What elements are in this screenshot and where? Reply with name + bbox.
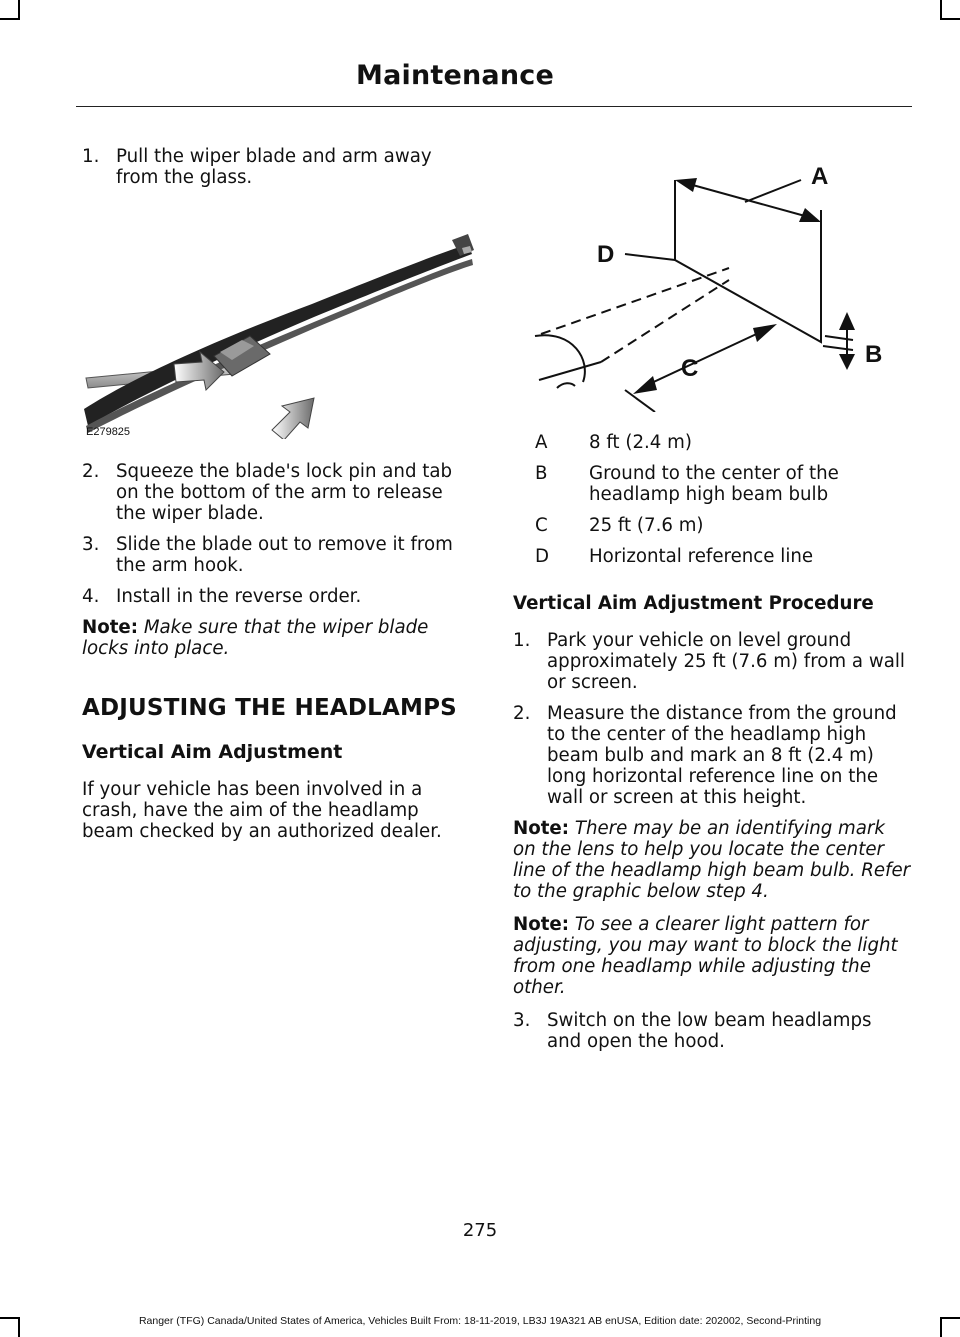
step-text: Install in the reverse order. [116, 586, 362, 607]
step-number: 1. [513, 630, 531, 651]
left-column [82, 146, 474, 852]
procedure-step-2 [513, 703, 911, 808]
right-column [513, 150, 911, 1062]
legend-key: B [535, 463, 548, 484]
note-label: Note: [513, 818, 570, 839]
headlamp-aim-figure [513, 150, 911, 412]
wiper-blade [84, 234, 474, 433]
legend-value: 8 ft (2.4 m) [589, 432, 692, 453]
procedure-heading: Vertical Aim Adjustment Procedure [513, 593, 874, 614]
beam-lower [601, 280, 729, 362]
dimension-b-arrow [839, 312, 855, 370]
note-text: There may be an identifying mark on the lens to help you locate the center line of the headlamp high beam bulb. Refer to the graphic below step 4. [513, 818, 911, 902]
label-d: D [597, 241, 615, 268]
legend-value: Horizontal reference line [589, 546, 814, 567]
legend-value: 25 ft (7.6 m) [589, 515, 704, 536]
legend-key: A [535, 432, 548, 453]
note-text: Make sure that the wiper blade locks into place. [82, 617, 429, 659]
screen-outline [675, 190, 821, 342]
wiper-step-4 [82, 586, 474, 607]
label-c: C [681, 355, 699, 382]
wiper-step-2 [82, 461, 474, 524]
step-text: Measure the distance from the ground to the center of the headlamp high beam bulb and mark an 8 ft (2.4 m) long horizontal reference line on the wall or screen at this height. [547, 703, 897, 808]
note-label: Note: [513, 914, 570, 935]
section-heading: ADJUSTING THE HEADLAMPS [82, 695, 457, 721]
legend-row-b [535, 463, 911, 505]
wiper-step-1 [82, 146, 474, 188]
label-a: A [811, 163, 829, 190]
procedure-note-2 [513, 914, 911, 998]
step-text: Squeeze the blade's lock pin and tab on the bottom of the arm to release the wiper blade. [116, 461, 453, 524]
step-text: Slide the blade out to remove it from the arm hook. [116, 534, 453, 576]
wiper-blade-illustration [82, 204, 474, 439]
legend-key: D [535, 546, 550, 567]
dimension-c-arrow [633, 324, 777, 394]
step-number: 1. [82, 146, 100, 167]
note-text: To see a clearer light pattern for adjusting, you may want to block the light from one headlamp while adjusting the other. [513, 914, 898, 998]
page-number: 275 [462, 1220, 498, 1241]
step-number: 2. [82, 461, 100, 482]
crop-mark-top-left-v [18, 0, 20, 20]
crop-mark-top-right-v [940, 0, 942, 20]
legend-key: C [535, 515, 548, 536]
legend-row-a [535, 432, 911, 453]
crash-paragraph: If your vehicle has been involved in a crash, have the aim of the headlamp beam checked by an authorized dealer. [82, 779, 442, 842]
wiper-note [82, 617, 474, 659]
procedure-step-1 [513, 630, 911, 693]
step-number: 2. [513, 703, 531, 724]
step-number: 3. [513, 1010, 531, 1031]
ground-line [823, 346, 853, 350]
step-number: 3. [82, 534, 100, 555]
step-text: Pull the wiper blade and arm away from the glass. [116, 146, 432, 188]
legend-value: Ground to the center of the headlamp high beam bulb [589, 463, 839, 505]
crop-mark-top-left [0, 18, 20, 20]
reference-line-d [625, 254, 675, 260]
page-footer: Ranger (TFG) Canada/United States of America, Vehicles Built From: 18-11-2019, LB3J 19A321 AB enUSA, Edition date: 202002, Second-Printing [138, 1315, 822, 1327]
headlamp-aim-diagram [513, 150, 911, 412]
beam-upper [541, 268, 729, 334]
step-text: Park your vehicle on level ground approximately 25 ft (7.6 m) from a wall or screen. [547, 630, 905, 693]
page-header-title: Maintenance [356, 60, 554, 91]
headlamp-outline [535, 335, 601, 382]
procedure-note-1 [513, 818, 911, 902]
release-arrow-right [272, 398, 314, 439]
figure-code: E279825 [86, 426, 131, 438]
label-b: B [865, 341, 883, 368]
headlamp-bulb [557, 383, 575, 388]
wiper-step-3 [82, 534, 474, 576]
dimension-a-arrow [675, 178, 821, 222]
wiper-blade-figure [82, 204, 474, 439]
procedure-step-3 [513, 1010, 911, 1052]
legend-row-d [535, 546, 911, 567]
step-text: Switch on the low beam headlamps and open the hood. [547, 1010, 872, 1052]
crop-mark-top-right [940, 18, 960, 20]
leader-a [745, 180, 801, 202]
dimension-c-leader [625, 390, 655, 412]
header-divider [76, 106, 912, 107]
sub-heading: Vertical Aim Adjustment [82, 741, 343, 763]
ground-line-low [825, 336, 853, 340]
figure-legend [535, 432, 911, 567]
legend-row-c [535, 515, 911, 536]
note-label: Note: [82, 617, 139, 638]
step-number: 4. [82, 586, 100, 607]
